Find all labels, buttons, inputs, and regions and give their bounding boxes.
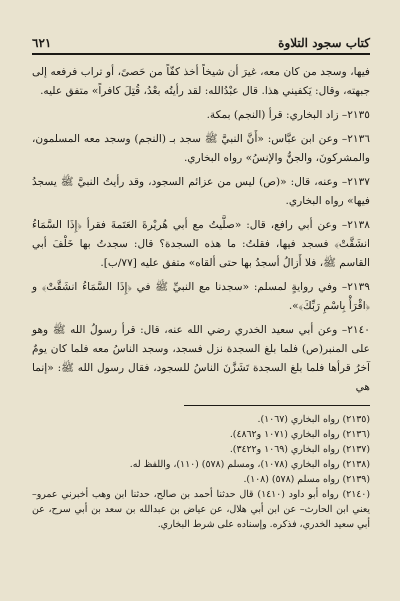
chapter-title: كتاب سجود التلاوة [278,36,370,50]
page-number: ٦٢١ [32,36,52,50]
hadith-2140: ٢١٤٠– وعن أبي سعيد الخدري رضي الله عنه، قال: قرأ رسولُ الله ﷺ وهو على المنبر(ص) فلما بلغ السجدة نزل فسجد، وسجد الناسُ معه فلما كان يومٌ آخرُ قرأها فلما بلغ السجدة تَشَزَّنَ الناسُ للسجود، فقال رسول الله ﷺ: «إنما هي [32,324,370,393]
hadith-2137: ٢١٣٧– وعنه، قال: «(ص) ليس من عزائم السجود، وقد رأيتُ النبيَّ ﷺ يسجدُ فيها» رواه البخاري. [32,176,370,207]
hadith-2139: ٢١٣٩– وفي روايةٍ لمسلم: «سجدنا مع النبيِّ ﷺ في ﴿إِذَا السَّمَاءُ انشَقَّتْ﴾ و ﴿اقْرَأْ بِاسْمِ رَبِّكَ﴾». [32,281,370,312]
footnote-2137: (٢١٣٧) رواه البخاري (١٠٦٩ و٣٤٢٢). [229,444,370,455]
paragraph-continuation: فيها، وسجد من كان معه، غيرَ أن شيخاً أخذ كفّاً من حَصىً، أو تراب فرفعه إلى جبهته، وقال: يَكفيني هذا. قال عبْدُالله: لقد رأيتُه بعْدُ، قُتِلَ كافراً» متفق عليه. [32,66,370,97]
page-header [32,36,370,55]
hadith-2136: ٢١٣٦– وعن ابن عبَّاس: «أَنَّ النبيَّ ﷺ سجد بـ (النجم) وسجد معه المسلمون، والمشركونَ، والجنُّ والإنسُ» رواه البخاري. [32,133,370,164]
footnote-2139: (٢١٣٩) رواه مسلم (٥٧٨) (١٠٨). [243,474,370,485]
footnote-2138: (٢١٣٨) رواه البخاري (١٠٧٨)، ومسلم (٥٧٨) (١١٠)، واللفظ له. [129,459,370,470]
main-text [32,63,370,397]
hadith-2138: ٢١٣٨– وعن أبي رافع، قال: «صلَّيتُ مع أبي هُريْرةَ العَتَمةَ فقرأ ﴿إِذَا السَّمَاءُ انشَقَّتْ﴾ فسجد فيها، فقلتُ: ما هذه السجدة؟ قال: سجدتُ بها خَلْفَ أبي القاسم ﷺ، فلا أَزالُ أسجدُ بها حتى ألقاه» متفق عليه [٧٧/ب]. [32,219,370,269]
footnote-2140: (٢١٤٠) رواه أبو داود (١٤١٠) قال حدثنا أحمد بن صالح، حدثنا ابن وهب أخبرني عمرو– يعني ابن الحارث– عن ابن أبي هلال، عن عياض بن عبدالله بن سعد بن أبي سرح، عن أبي سعيد الخدري، فذكره. وإسناده على شرط البخاري. [32,489,370,530]
hadith-2135: ٢١٣٥– زاد البخاري: قرأ (النجم) بمكة. [206,109,370,121]
footnote-2135: (٢١٣٥) رواه البخاري (١٠٦٧). [257,414,370,425]
footnote-divider [184,405,370,406]
footnotes [32,412,370,532]
footnote-2136: (٢١٣٦) رواه البخاري (١٠٧١ و٤٨٦٢). [229,429,370,440]
